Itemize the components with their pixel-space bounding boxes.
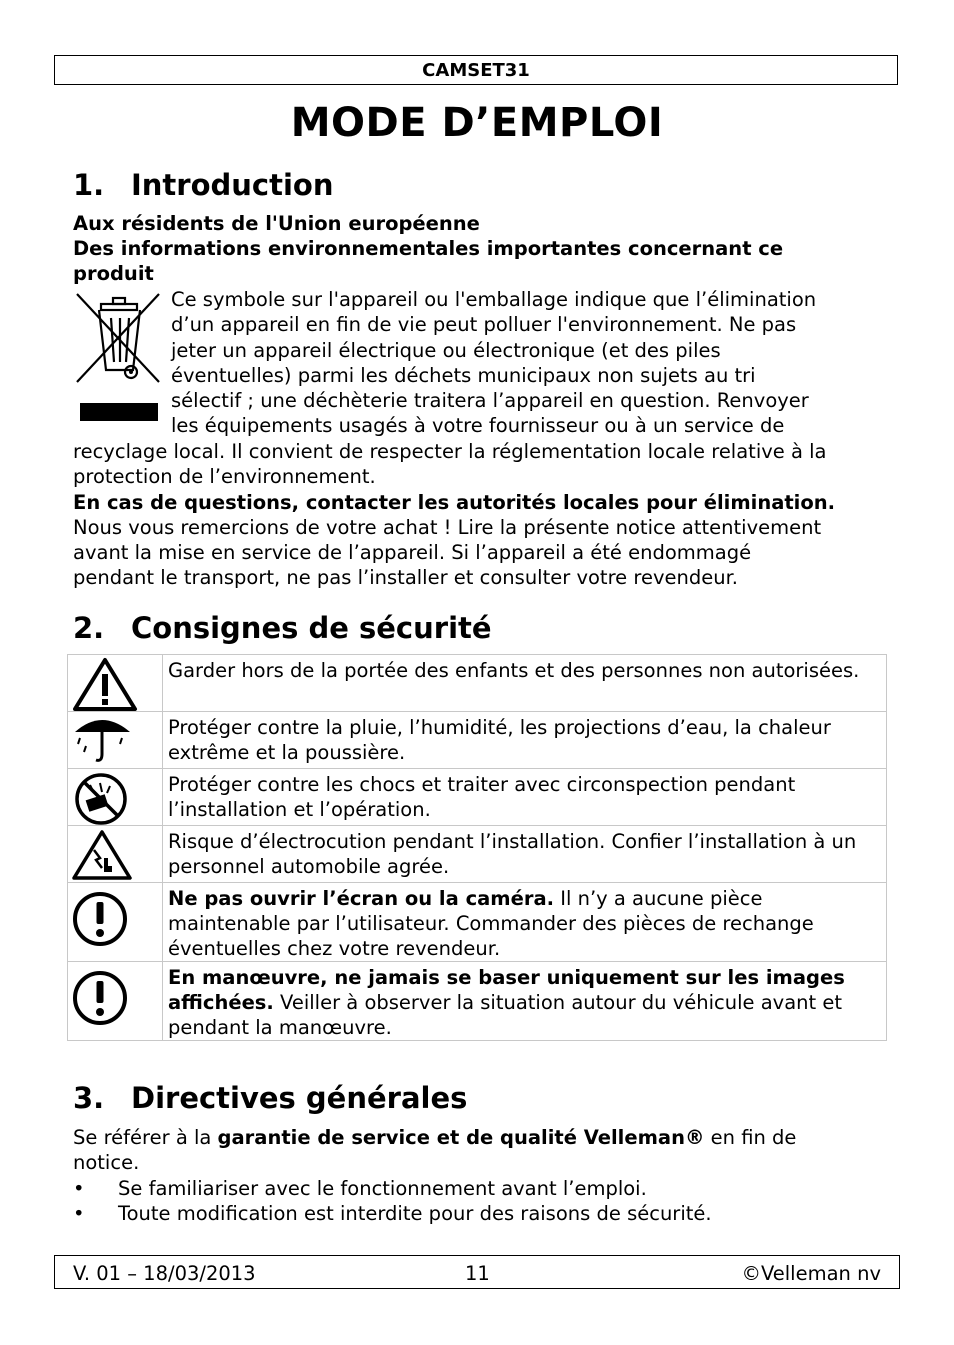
safety-text-cell: [163, 883, 887, 962]
env-info-line-1: Des informations environnementales importantes concernant ce: [73, 237, 784, 260]
weee-text-line-5: sélectif ; une déchèterie traitera l’appareil en question. Renvoyer: [171, 389, 809, 412]
safety-row: [68, 655, 887, 712]
section-1-title: Introduction: [131, 168, 334, 202]
thanks-line-2: avant la mise en service de l’appareil. Si l’appareil a été endommagé: [73, 541, 752, 564]
section-3-title: Directives générales: [131, 1081, 468, 1115]
section-3-number: 3.: [73, 1081, 105, 1115]
list-item: [73, 1176, 647, 1201]
header-model-box: [54, 55, 898, 85]
safety-row: [68, 712, 887, 769]
safety-text-cell: [163, 826, 887, 883]
safety-icon-cell: [68, 883, 163, 962]
guarantee-post: en fin de: [704, 1126, 797, 1149]
safety-text: Veiller à observer la situation autour du véhicule avant et pendant la manœuvre.: [168, 991, 843, 1039]
bullet-dot: •: [73, 1202, 85, 1225]
safety-row: [68, 962, 887, 1041]
safety-text: Garder hors de la portée des enfants et des personnes non autorisées.: [168, 659, 860, 682]
safety-icon-cell: [68, 962, 163, 1041]
guarantee-line-1: [73, 1125, 796, 1150]
bullet-dot: •: [73, 1177, 85, 1200]
page-title: MODE D’EMPLOI: [290, 100, 664, 146]
safety-icon-cell: [68, 712, 163, 769]
env-info-line-2: produit: [73, 262, 154, 285]
safety-text: Il n’y a aucune pièce maintenable par l’utilisateur. Commander des pièces de rechange éventuelles chez votre revendeur.: [168, 887, 814, 960]
guarantee-line-2: notice.: [73, 1151, 140, 1174]
safety-text: Risque d’électrocution pendant l’installation. Confier l’installation à un personnel automobile agrée.: [168, 830, 857, 878]
guarantee-pre: Se référer à la: [73, 1126, 218, 1149]
list-item: [73, 1201, 712, 1226]
list-item-text: Se familiariser avec le fonctionnement avant l’emploi.: [118, 1177, 647, 1200]
section-1-heading: [73, 168, 334, 202]
safety-text: Protéger contre les chocs et traiter avec circonspection pendant l’installation et l’opération.: [168, 773, 796, 821]
safety-table: [67, 654, 887, 1041]
safety-text: Protéger contre la pluie, l’humidité, les projections d’eau, la chaleur extrême et la poussière.: [168, 716, 831, 764]
section-2-heading: [73, 611, 492, 645]
safety-text-cell: [163, 962, 887, 1041]
footer-version: V. 01 – 18/03/2013: [73, 1262, 256, 1285]
model-name: CAMSET31: [422, 59, 530, 81]
footer: [54, 1255, 900, 1289]
safety-text-cell: [163, 712, 887, 769]
weee-text-line-3: jeter un appareil électrique ou électronique (et des piles: [171, 339, 721, 362]
footer-copyright: ©Velleman nv: [741, 1262, 881, 1285]
weee-text-line-1: Ce symbole sur l'appareil ou l'emballage indique que l’élimination: [171, 288, 817, 311]
safety-row: [68, 769, 887, 826]
exclamation-circle-icon: [72, 968, 138, 1034]
safety-row: [68, 883, 887, 962]
weee-text-line-2: d’un appareil en fin de vie peut polluer l'environnement. Ne pas: [171, 313, 797, 336]
safety-bold-text: En manœuvre, ne jamais se baser uniquement sur les images affichées.: [168, 966, 845, 1014]
thanks-line-1: Nous vous remercions de votre achat ! Lire la présente notice attentivement: [73, 516, 822, 539]
safety-icon-cell: [68, 655, 163, 712]
footer-page-number: 11: [465, 1262, 490, 1285]
electrocution-warning-icon: [72, 828, 138, 882]
safety-bold-text: Ne pas ouvrir l’écran ou la caméra.: [168, 887, 555, 910]
eu-residents-line: Aux résidents de l'Union européenne: [73, 212, 480, 235]
weee-text-line-4: éventuelles) parmi les déchets municipaux non sujets au tri: [171, 364, 756, 387]
safety-text-cell: [163, 769, 887, 826]
recycling-line-1: recyclage local. Il convient de respecter la réglementation locale relative à la: [73, 440, 827, 463]
thanks-line-3: pendant le transport, ne pas l’installer et consulter votre revendeur.: [73, 566, 738, 589]
safety-icon-cell: [68, 769, 163, 826]
section-1-number: 1.: [73, 168, 105, 202]
section-2-number: 2.: [73, 611, 105, 645]
section-3-heading: [73, 1081, 467, 1115]
safety-icon-cell: [68, 826, 163, 883]
exclamation-circle-icon: [72, 889, 138, 955]
recycling-line-2: protection de l’environnement.: [73, 465, 376, 488]
list-item-text: Toute modification est interdite pour des raisons de sécurité.: [118, 1202, 712, 1225]
guarantee-bold: garantie de service et de qualité Velleman®: [217, 1126, 705, 1149]
section-2-title: Consignes de sécurité: [131, 611, 492, 645]
umbrella-rain-icon: [72, 714, 138, 768]
weee-bin-icon: [73, 290, 163, 430]
safety-text-cell: [163, 655, 887, 712]
contact-authorities-line: En cas de questions, contacter les autorités locales pour élimination.: [73, 491, 836, 514]
weee-text-line-6: les équipements usagés à votre fournisseur ou à un service de: [171, 414, 785, 437]
safety-row: [68, 826, 887, 883]
warning-triangle-icon: [72, 657, 138, 711]
no-shock-icon: [72, 771, 138, 825]
